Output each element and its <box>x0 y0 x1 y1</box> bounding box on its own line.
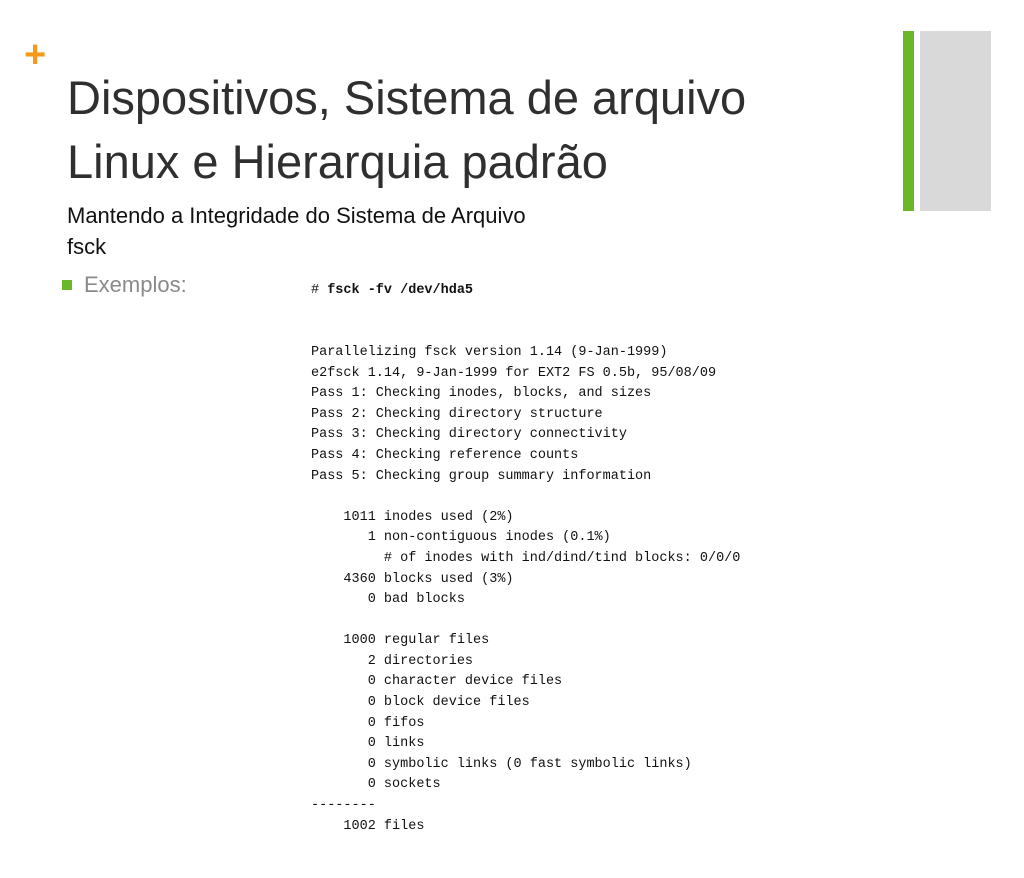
terminal-body <box>311 343 740 837</box>
terminal-line: 0 character device files <box>311 674 563 690</box>
title-line-1: Dispositivos, Sistema de arquivo <box>67 71 747 124</box>
bullet-label: Exemplos: <box>84 272 187 297</box>
terminal-command-line <box>311 281 740 302</box>
terminal-output <box>311 240 740 878</box>
subtitle-line-1: Mantendo a Integridade do Sistema de Arquivo <box>67 203 526 228</box>
terminal-line: 0 links <box>311 736 425 752</box>
terminal-line: -------- <box>311 798 376 814</box>
terminal-line: # of inodes with ind/dind/tind blocks: 0/0/0 <box>311 550 741 566</box>
slide-title <box>67 66 887 194</box>
terminal-prompt: # <box>311 283 328 299</box>
terminal-line: 2 directories <box>311 653 474 669</box>
terminal-command: fsck -fv /dev/hda5 <box>327 283 474 299</box>
terminal-line: 0 symbolic links (0 fast symbolic links) <box>311 756 692 772</box>
terminal-line: 0 block device files <box>311 695 530 711</box>
plus-icon: + <box>24 34 47 76</box>
green-accent-bar <box>903 31 914 211</box>
terminal-line: e2fsck 1.14, 9-Jan-1999 for EXT2 FS 0.5b, 95/08/09 <box>311 365 717 381</box>
terminal-line: 1 non-contiguous inodes (0.1%) <box>311 530 611 546</box>
terminal-line <box>311 611 740 632</box>
subtitle-line-2: fsck <box>67 234 107 259</box>
terminal-line: Pass 5: Checking group summary information <box>311 468 652 484</box>
bullet-item <box>62 272 187 298</box>
terminal-line: Pass 1: Checking inodes, blocks, and sizes <box>311 386 652 402</box>
terminal-line: Pass 3: Checking directory connectivity <box>311 427 627 443</box>
terminal-line: Parallelizing fsck version 1.14 (9-Jan-1999) <box>311 344 668 360</box>
terminal-line: 1000 regular files <box>311 633 490 649</box>
terminal-line: 1011 inodes used (2%) <box>311 509 514 525</box>
terminal-line: 0 sockets <box>311 777 441 793</box>
bullet-square-icon <box>62 280 72 290</box>
terminal-line: 1002 files <box>311 818 425 834</box>
terminal-line <box>311 487 740 508</box>
terminal-line: 0 bad blocks <box>311 592 465 608</box>
terminal-line: Pass 2: Checking directory structure <box>311 406 603 422</box>
gray-accent-bar <box>920 31 991 211</box>
terminal-line: 4360 blocks used (3%) <box>311 571 514 587</box>
terminal-line: Pass 4: Checking reference counts <box>311 447 579 463</box>
title-line-2: Linux e Hierarquia padrão <box>67 135 608 188</box>
terminal-line: 0 fifos <box>311 715 425 731</box>
